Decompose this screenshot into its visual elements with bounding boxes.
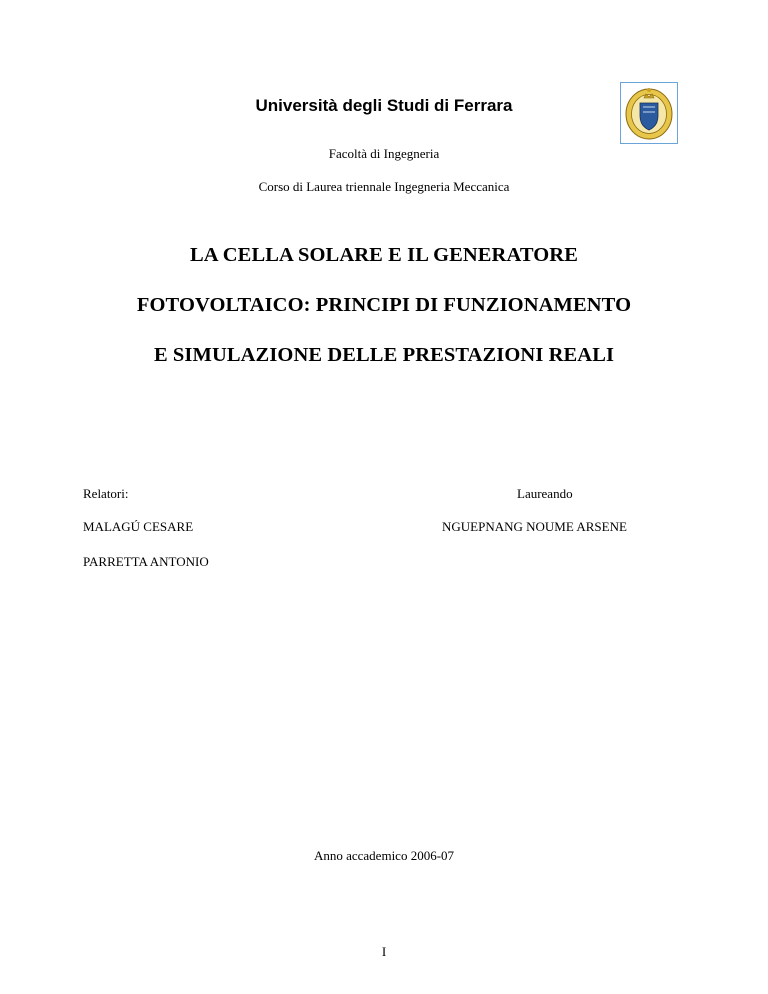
thesis-title-line-2: FOTOVOLTAICO: PRINCIPI DI FUNZIONAMENTO: [136, 294, 632, 316]
relatore-name: PARRETTA ANTONIO: [83, 554, 209, 569]
page-number: I: [381, 944, 387, 959]
university-seal-icon: [620, 82, 678, 144]
course-name: Corso di Laurea triennale Ingegneria Meccanica: [258, 179, 510, 194]
laureando-label: Laureando: [517, 486, 573, 501]
seal-graphic: [621, 83, 677, 143]
candidate-name: NGUEPNANG NOUME ARSENE: [442, 519, 627, 534]
thesis-title-line-1: LA CELLA SOLARE E IL GENERATORE: [190, 244, 578, 266]
faculty-name: Facoltà di Ingegneria: [328, 146, 440, 161]
thesis-title-line-3: E SIMULAZIONE DELLE PRESTAZIONI REALI: [153, 344, 615, 366]
relatori-label: Relatori:: [83, 486, 129, 501]
academic-year: Anno accademico 2006-07: [313, 848, 455, 863]
relatore-name: MALAGÚ CESARE: [83, 519, 194, 534]
university-name: Università degli Studi di Ferrara: [255, 96, 513, 115]
